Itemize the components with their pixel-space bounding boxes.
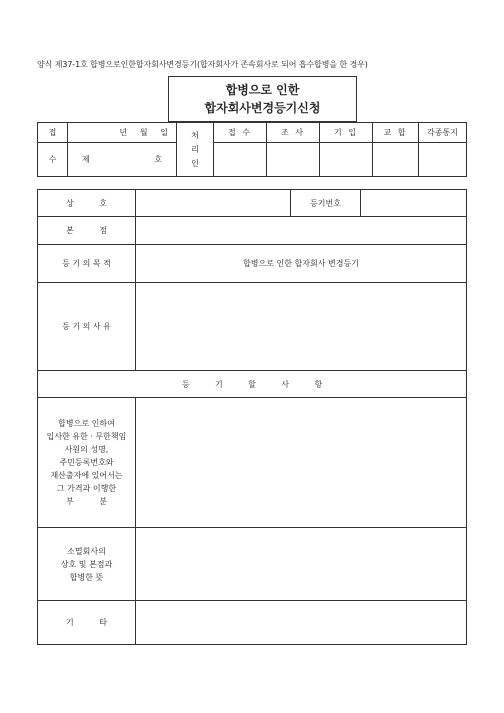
stamp-investigation[interactable] — [267, 143, 320, 177]
purpose-field[interactable]: 합병으로 인한 합자회사 변경등기 — [136, 245, 467, 283]
application-table — [37, 189, 467, 645]
processing-label — [177, 123, 214, 177]
receipt-date-field[interactable]: 년 월 일 — [68, 123, 177, 143]
trade-name-field[interactable] — [136, 190, 291, 217]
form-title — [168, 76, 357, 122]
dissolved-company-label — [38, 528, 136, 601]
dissolved-company-line: 소멸회사의 — [67, 546, 106, 556]
trade-name-label: 상 호 — [38, 190, 136, 217]
receipt-number-field[interactable] — [68, 143, 177, 177]
receipt-je-label: 제 — [82, 155, 90, 164]
other-field[interactable] — [136, 601, 467, 645]
title-line-2: 합자회사변경등기신청 — [204, 101, 321, 115]
matters-header: 등 기 할 사 항 — [38, 371, 467, 398]
dissolved-company-field[interactable] — [136, 528, 467, 601]
other-label: 기 타 — [38, 601, 136, 645]
col-receipt: 접 수 — [214, 123, 267, 143]
reason-label: 등 기 의 사 유 — [38, 283, 136, 371]
receipt-jeop-label: 접 — [38, 123, 68, 143]
receipt-table — [37, 122, 467, 177]
joined-partners-line: 부 분 — [66, 497, 107, 506]
head-office-label: 본 점 — [38, 217, 136, 245]
dissolved-company-line: 상호 및 본점과 — [60, 559, 113, 569]
col-notices: 각종통지 — [419, 123, 467, 143]
joined-partners-line: 주민등록번호와 — [59, 458, 114, 467]
reg-number-field[interactable] — [361, 190, 467, 217]
joined-partners-field[interactable] — [136, 398, 467, 528]
dissolved-company-line: 합병한 뜻 — [69, 572, 104, 582]
title-line-1: 합병으로 인한 — [225, 83, 300, 97]
reg-number-label: 등기번호 — [291, 190, 361, 217]
joined-partners-line: 재산출자에 있어서는 — [50, 471, 123, 480]
head-office-field[interactable] — [136, 217, 467, 245]
joined-partners-line: 입사한 유한 · 무한책임 — [46, 432, 127, 441]
joined-partners-line: 그 가격과 이행한 — [56, 484, 117, 493]
stamp-notices[interactable] — [419, 143, 467, 177]
purpose-label: 등 기 의 목 적 — [38, 245, 136, 283]
reason-field[interactable] — [136, 283, 467, 371]
processing-text: 처리인 — [191, 130, 199, 168]
stamp-receipt[interactable] — [214, 143, 267, 177]
receipt-su-label: 수 — [38, 143, 68, 177]
stamp-verification[interactable] — [373, 143, 419, 177]
joined-partners-line: 사원의 성명, — [64, 445, 109, 454]
joined-partners-label — [38, 398, 136, 528]
form-caption: 양식 제37-1호 합병으로인한합자회사변경등기(합자회사가 존속회사로 되어 흡수합병을 한 경우) — [37, 60, 368, 69]
col-verification: 교 합 — [373, 123, 419, 143]
receipt-ho-label: 호 — [154, 155, 162, 164]
joined-partners-line: 합병으로 인하여 — [58, 419, 115, 428]
stamp-entry[interactable] — [320, 143, 373, 177]
col-entry: 기 입 — [320, 123, 373, 143]
col-investigation: 조 사 — [267, 123, 320, 143]
